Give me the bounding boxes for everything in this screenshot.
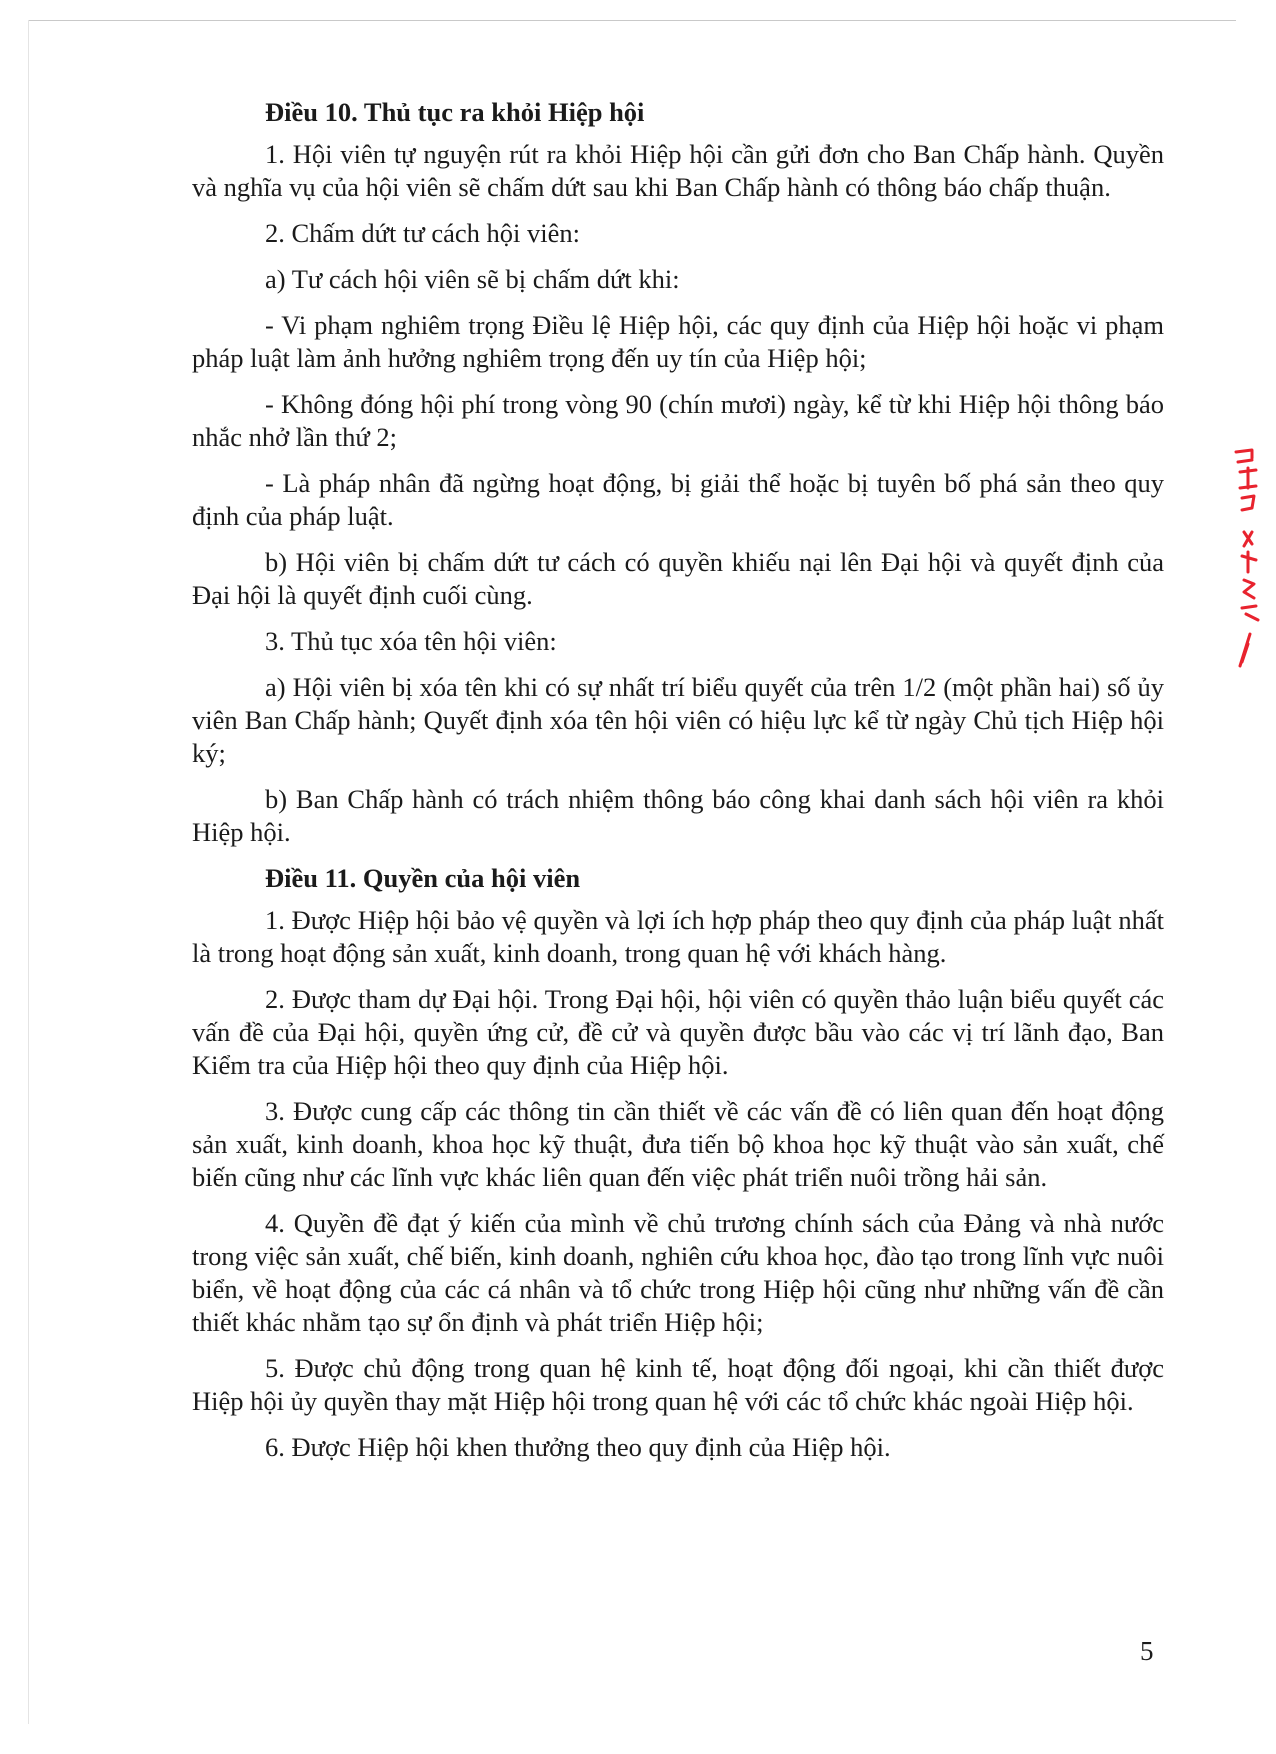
article-11-paragraph: 3. Được cung cấp các thông tin cần thiết về các vấn đề có liên quan đến hoạt động sản xuất, kinh doanh, khoa học kỹ thuật, đưa tiến bộ khoa học kỹ thuật vào sản xuất, chế biến cũng như các lĩnh vực khác liên quan đến việc phát triển nuôi trồng hải sản.	[192, 1096, 1164, 1192]
article-10-paragraph: - Không đóng hội phí trong vòng 90 (chín mươi) ngày, kể từ khi Hiệp hội thông báo nhắc nhở lần thứ 2;	[192, 389, 1164, 452]
article-10-paragraph: b) Hội viên bị chấm dứt tư cách có quyền khiếu nại lên Đại hội và quyết định của Đại hội là quyết định cuối cùng.	[192, 547, 1164, 610]
article-10-paragraph: 2. Chấm dứt tư cách hội viên:	[265, 218, 581, 248]
article-10-paragraph: - Là pháp nhân đã ngừng hoạt động, bị giải thể hoặc bị tuyên bố phá sản theo quy định của pháp luật.	[192, 468, 1164, 531]
article-11-paragraph: 2. Được tham dự Đại hội. Trong Đại hội, hội viên có quyền thảo luận biểu quyết các vấn đề của Đại hội, quyền ứng cử, đề cử và quyền được bầu vào các vị trí lãnh đạo, Ban Kiểm tra của Hiệp hội theo quy định của Hiệp hội.	[192, 984, 1164, 1080]
document-page	[192, 96, 1164, 1477]
article-11-paragraph: 6. Được Hiệp hội khen thưởng theo quy định của Hiệp hội.	[265, 1432, 891, 1462]
article-11-paragraph: 4. Quyền đề đạt ý kiến của mình về chủ trương chính sách của Đảng và nhà nước trong việc sản xuất, chế biến, kinh doanh, nghiên cứu khoa học, đào tạo trong lĩnh vực nuôi biển, về hoạt động của các cá nhân và tổ chức trong Hiệp hội cũng như những vấn đề cần thiết khác nhằm tạo sự ổn định và phát triển Hiệp hội;	[192, 1208, 1164, 1337]
scan-edge-top	[28, 20, 1236, 21]
article-10-paragraph: a) Hội viên bị xóa tên khi có sự nhất trí biểu quyết của trên 1/2 (một phần hai) số ủy viên Ban Chấp hành; Quyết định xóa tên hội viên có hiệu lực kể từ ngày Chủ tịch Hiệp hội ký;	[192, 672, 1164, 768]
page-number: 5	[1140, 1636, 1154, 1666]
scan-edge-left	[28, 20, 29, 1724]
article-11-paragraph: 5. Được chủ động trong quan hệ kinh tế, hoạt động đối ngoại, khi cần thiết được Hiệp hội ủy quyền thay mặt Hiệp hội trong quan hệ với các tổ chức khác ngoài Hiệp hội.	[192, 1353, 1164, 1416]
article-10-paragraph: a) Tư cách hội viên sẽ bị chấm dứt khi:	[265, 264, 680, 294]
article-10-title: Điều 10. Thủ tục ra khỏi Hiệp hội	[265, 97, 645, 127]
article-10-paragraph: - Vi phạm nghiêm trọng Điều lệ Hiệp hội, các quy định của Hiệp hội hoặc vi phạm pháp luật làm ảnh hưởng nghiêm trọng đến uy tín của Hiệp hội;	[192, 310, 1164, 373]
article-11-paragraph: 1. Được Hiệp hội bảo vệ quyền và lợi ích hợp pháp theo quy định của pháp luật nhất là trong hoạt động sản xuất, kinh doanh, trong quan hệ với khách hàng.	[192, 905, 1164, 968]
article-10-paragraph: 1. Hội viên tự nguyện rút ra khỏi Hiệp hội cần gửi đơn cho Ban Chấp hành. Quyền và nghĩa vụ của hội viên sẽ chấm dứt sau khi Ban Chấp hành có thông báo chấp thuận.	[192, 139, 1164, 202]
article-10-paragraph: 3. Thủ tục xóa tên hội viên:	[265, 626, 557, 656]
article-11-title: Điều 11. Quyền của hội viên	[265, 863, 581, 893]
article-10-paragraph: b) Ban Chấp hành có trách nhiệm thông báo công khai danh sách hội viên ra khỏi Hiệp hội.	[192, 784, 1164, 847]
red-signature-mark	[1222, 448, 1268, 673]
